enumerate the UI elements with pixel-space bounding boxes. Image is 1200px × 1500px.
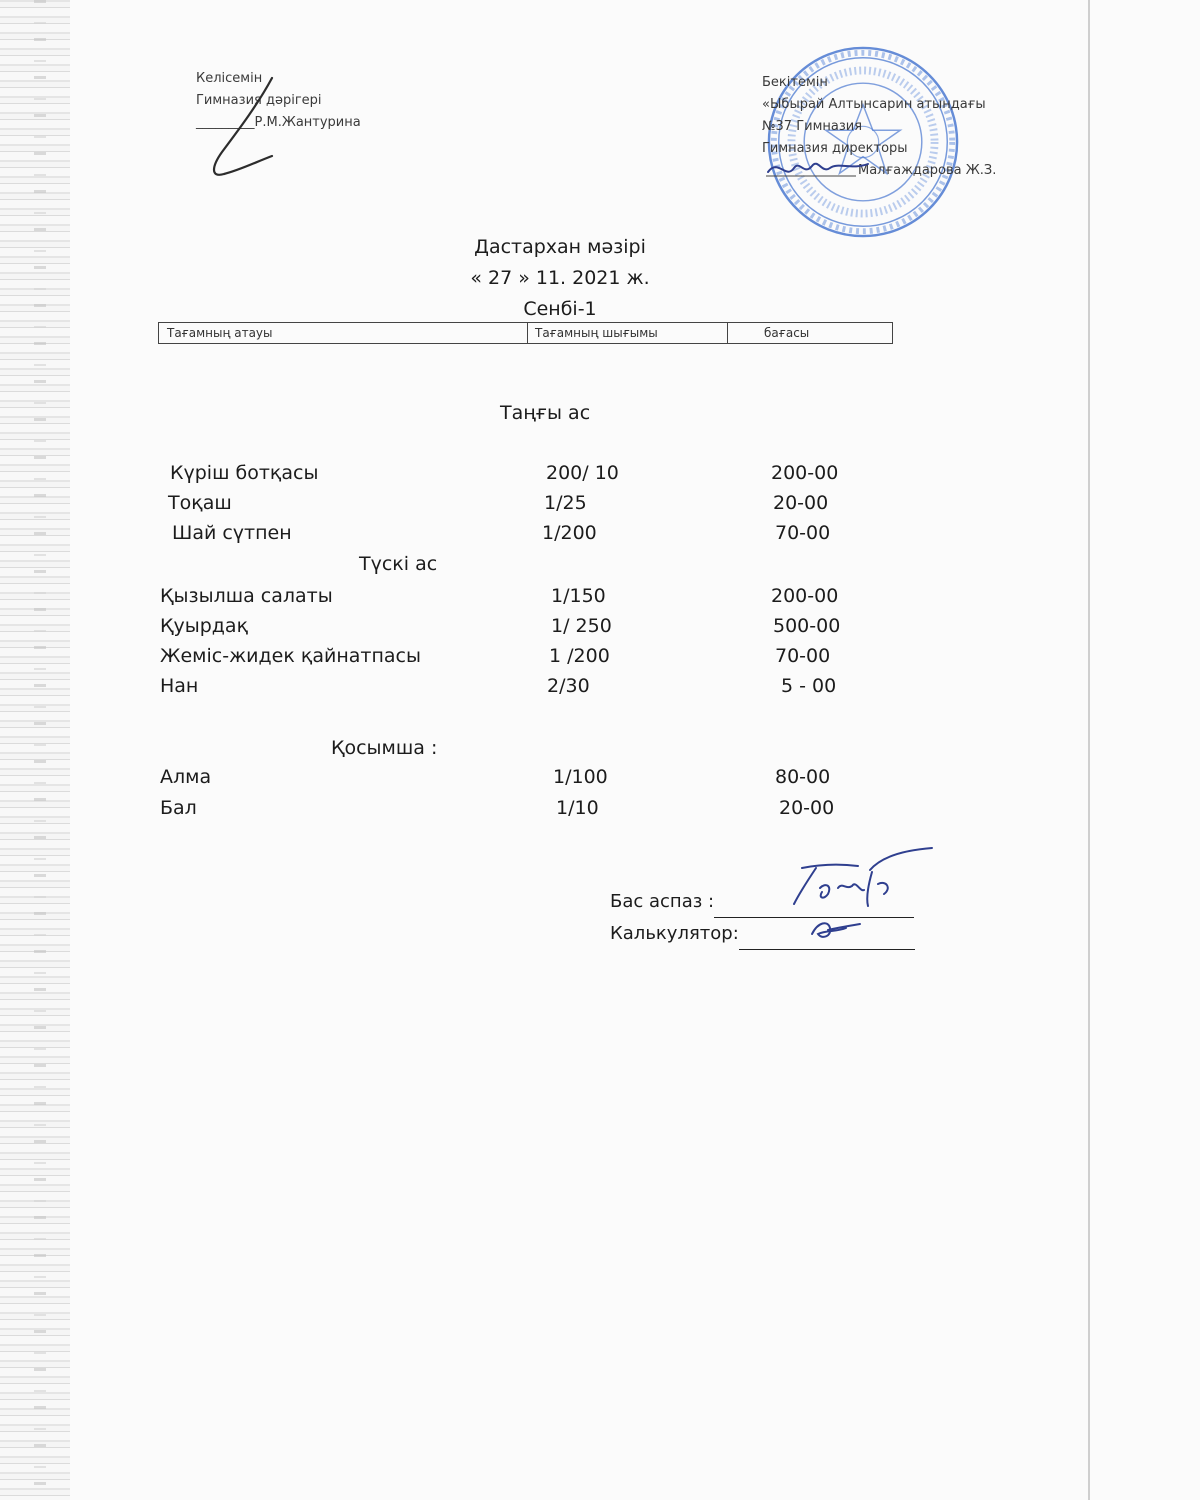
agreed-position: Гимназия дәрігері	[196, 93, 322, 108]
calc-line	[610, 918, 915, 950]
item-price: 5 - 00	[781, 675, 837, 697]
section-breakfast: Таңғы ас	[500, 402, 591, 424]
chef-label: Бас аспаз :	[610, 891, 715, 912]
col-name: Тағамның атауы	[167, 326, 273, 340]
item-price: 80-00	[775, 766, 831, 788]
item-yield: 1/25	[544, 492, 587, 514]
item-name: Тоқаш	[168, 492, 232, 514]
menu-date: « 27 » 11. 2021 ж.	[470, 267, 650, 289]
item-yield: 200/ 10	[546, 462, 619, 484]
director-signature	[764, 150, 874, 184]
director-name: Малғаждарова Ж.З.	[858, 163, 997, 178]
menu-day: Сенбі-1	[523, 298, 597, 320]
item-price: 20-00	[773, 492, 829, 514]
item-name: Алма	[160, 766, 212, 788]
item-name: Шай сүтпен	[172, 522, 292, 544]
approved-label: Бекітемін	[762, 75, 828, 90]
col-price: бағасы	[764, 326, 810, 340]
item-yield: 1/150	[551, 585, 606, 607]
col-yield: Тағамның шығымы	[535, 326, 658, 340]
item-name: Жеміс-жидек қайнатпасы	[160, 645, 421, 667]
section-lunch: Түскі ас	[359, 553, 438, 575]
item-yield: 1 /200	[549, 645, 610, 667]
item-name: Нан	[160, 675, 199, 697]
item-price: 70-00	[775, 522, 831, 544]
item-yield: 1/ 250	[551, 615, 612, 637]
section-extra: Қосымша :	[331, 737, 438, 759]
item-price: 200-00	[771, 585, 839, 607]
col-divider	[527, 323, 528, 343]
menu-title-block	[400, 232, 720, 325]
calculator-signature	[806, 914, 866, 944]
item-name: Қуырдақ	[160, 615, 249, 637]
item-price: 20-00	[779, 797, 835, 819]
page-edge	[1088, 0, 1090, 1500]
item-price: 70-00	[775, 645, 831, 667]
chef-signature	[782, 846, 942, 914]
item-yield: 2/30	[547, 675, 590, 697]
col-divider	[727, 323, 728, 343]
item-price: 500-00	[773, 615, 841, 637]
approved-line3: Гимназия директоры	[762, 141, 908, 156]
agreed-label: Келісемін	[196, 71, 263, 86]
approved-line2: №37 Гимназия	[762, 119, 863, 134]
column-header	[158, 322, 893, 344]
approved-line1: «Ыбырай Алтынсарин атындағы	[762, 97, 986, 112]
item-yield: 1/100	[553, 766, 608, 788]
item-name: Қызылша салаты	[160, 585, 333, 607]
doctor-signature	[200, 70, 280, 185]
item-yield: 1/10	[556, 797, 599, 819]
calc-label: Калькулятор:	[610, 923, 739, 944]
scan-margin	[0, 0, 70, 1500]
menu-title: Дастархан мәзірі	[474, 236, 646, 258]
item-yield: 1/200	[542, 522, 597, 544]
item-name: Бал	[160, 797, 197, 819]
item-price: 200-00	[771, 462, 839, 484]
item-name: Күріш ботқасы	[170, 462, 319, 484]
agreed-name: _________Р.М.Жантурина	[196, 115, 361, 130]
